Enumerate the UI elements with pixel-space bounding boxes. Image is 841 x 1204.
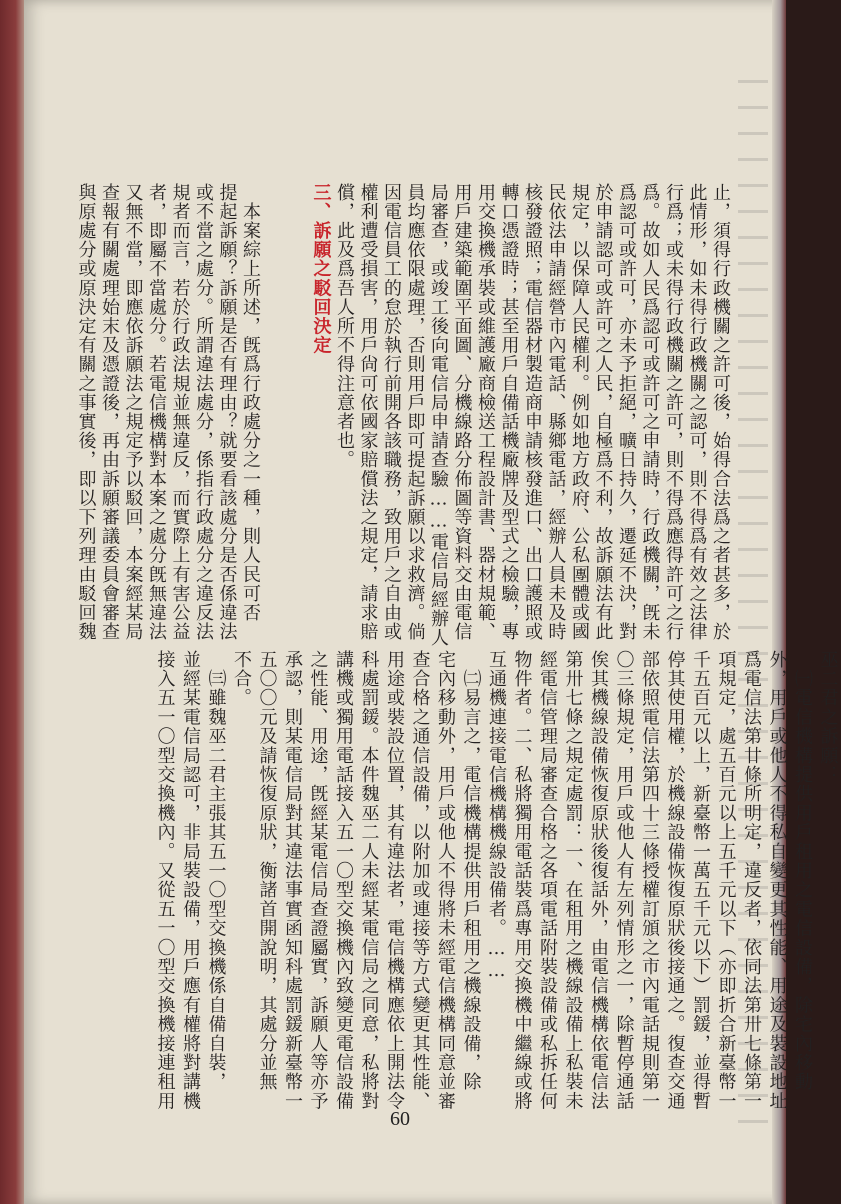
text-column: 者，即屬不當處分。若電信機構對本案之處分旣無違法 — [146, 183, 167, 642]
text-column: 行爲；或未得行政機關之許可，則不得爲應得許可之行 — [663, 183, 684, 642]
text-column: 本案綜上所述，旣爲行政處分之一種，則人民可否 — [240, 183, 261, 623]
text-column: 爲認可或許可，亦未予拒絕，曠日持久，遷延不決，對 — [616, 183, 637, 642]
text-column: 於申請認可或許可之人民，自極爲不利，故訴願法有此 — [592, 183, 614, 642]
text-column: 接入五一〇型交換機內。又從五一〇型交換機接連租用 — [154, 650, 176, 1111]
text-column: ㈢雖魏巫二君主張其五一〇型交換機係自備自裝， — [205, 650, 227, 1092]
text-column: 不合。 — [231, 650, 252, 708]
text-column: 此情形，如未得行政機關之認可，則不得爲有效之法律 — [686, 183, 708, 642]
section-heading: 三、訴願之駁回決定 — [310, 183, 332, 355]
text-column: 或不當之處分。所謂違法處分，係指行政處分之違反法 — [193, 183, 214, 642]
text-column: 並經某電信局認可，非局裝設備，用戶應有權將對講機 — [180, 650, 201, 1111]
text-column — [262, 183, 286, 638]
book-spine — [0, 0, 26, 1204]
text-column: 員均應依限處理，否則用戶即可提起訴願以求救濟。倘 — [404, 183, 426, 642]
text-column: 外，用戶或他人不得私自變更其性能、用途及裝設地址 — [766, 650, 788, 1111]
text-column: 巫二君之訴願： — [817, 650, 839, 785]
text-column: 講機或獨用電話接入五一〇型交換機內致變更電信設備 — [333, 650, 354, 1111]
text-column — [286, 183, 310, 638]
text-column: 經電信管理局審查合格之各項電話附裝設備或私拆任何 — [537, 650, 558, 1111]
text-column: 互通機連接電信機構機線設備者。…… — [486, 650, 507, 983]
text-column: 之性能、用途，旣經某電信局查證屬實，訴願人等亦予 — [307, 650, 329, 1111]
text-column: 規定，以保障人民權利。例如地方政府、公私團體或國 — [569, 183, 590, 642]
text-column: 轉口憑證時；甚至用戶自備話機廠牌及型式之檢驗，專 — [498, 183, 520, 642]
text-column: 查合格之通信設備，以附加或連接等方式變更其性能、 — [409, 650, 431, 1111]
text-column: 民依法申請經營市內電話、縣鄉電話，經辦人員未及時 — [545, 183, 567, 642]
text-column: 停其使用權，於機線設備恢復原狀後接通之。復查交通 — [664, 650, 686, 1111]
text-column: 因電信員工的怠於執行前開各該職務，致用戶之自由或 — [381, 183, 402, 642]
text-column: 項規定，處五百元以上五千元以下（亦即折合新臺幣一 — [715, 650, 737, 1111]
text-column: 爲。故如人民爲認可或許可之申請時，行政機關，旣未 — [639, 183, 661, 642]
text-column: 用戶建築範圍平面圖、分機線路分佈圖等資料交由電信 — [451, 183, 473, 642]
text-column: 部依照電信法第四十三條授權訂頒之市內電話規則第一 — [639, 650, 660, 1111]
text-column: 權利遭受損害，用戶尙可依國家賠償法之規定，請求賠 — [357, 183, 379, 642]
text-column: 核發證照；電信器材製造商申請核發進口、出口護照或 — [522, 183, 543, 642]
text-column: 宅內移動外，用戶或他人不得將未經電信機構同意並審 — [435, 650, 456, 1111]
text-column: 用交換機承裝或維護廠商檢送工程設計書、器材規範、 — [475, 183, 496, 642]
text-column: 千五百元以上，新臺幣一萬五千元以下）罰鍰，並得暫 — [690, 650, 711, 1111]
text-column: ㈠電信機構提供用戶租用之電信設備，除宅內移動 — [792, 650, 813, 1092]
text-column: 止，須得行政機關之許可後，始得合法爲之者甚多，於 — [710, 183, 731, 642]
text-column: 〇三條規定，用戶或他人有左列情形之一，除暫停通話 — [613, 650, 635, 1111]
text-column: 提起訴願？訴願是否有理由？就要看該處分是否係違法 — [216, 183, 238, 642]
page-number: 60 — [390, 1108, 410, 1130]
text-column: 科處罰鍰。本件魏巫二人未經某電信局之同意，私將對 — [358, 650, 380, 1111]
text-column: 五〇〇元及請恢復原狀，衡諸首開說明，其處分並無 — [256, 650, 278, 1092]
lower-text-block — [152, 650, 841, 1111]
text-column: 查報有關處理始末及憑證後，再由訴願審議委員會審查 — [99, 183, 120, 642]
text-column: 爲電信法第廿條所明定，違反者，依同法第卅七條第一 — [741, 650, 762, 1111]
text-column: 承認，則某電信局對其違法事實函知科處罰鍰新臺幣一 — [282, 650, 303, 1111]
text-column: 與原處分或原決定有關之事實後，即以下列理由駁回魏 — [75, 183, 97, 642]
text-column: 償，此及爲吾人所不得注意者也。 — [334, 183, 355, 470]
text-column: 又無不當，即應依訴願法之規定予以駁回，本案經某局 — [122, 183, 144, 642]
text-column: 規者而言，若於行政法規並無違反，而實際上有害公益 — [169, 183, 191, 642]
upper-text-block — [74, 183, 732, 648]
text-column: 第卅七條之規定處罰：一、在租用之機線設備上私裝未 — [562, 650, 584, 1111]
text-column: 用途或裝設位置，其有違法者，電信機構應依上開法令 — [384, 650, 405, 1111]
text-column: 局審查，或竣工後向電信局申請查驗……電信局經辦人 — [428, 183, 449, 648]
text-column: 俟其機線設備恢復原狀後復話外，由電信機構依電信法 — [588, 650, 609, 1111]
text-column: ㈡易言之，電信機構提供用戶租用之機線設備，除 — [460, 650, 482, 1092]
text-column: 物件者。二、私將獨用電話裝爲專用交換機中繼線或將 — [511, 650, 533, 1111]
